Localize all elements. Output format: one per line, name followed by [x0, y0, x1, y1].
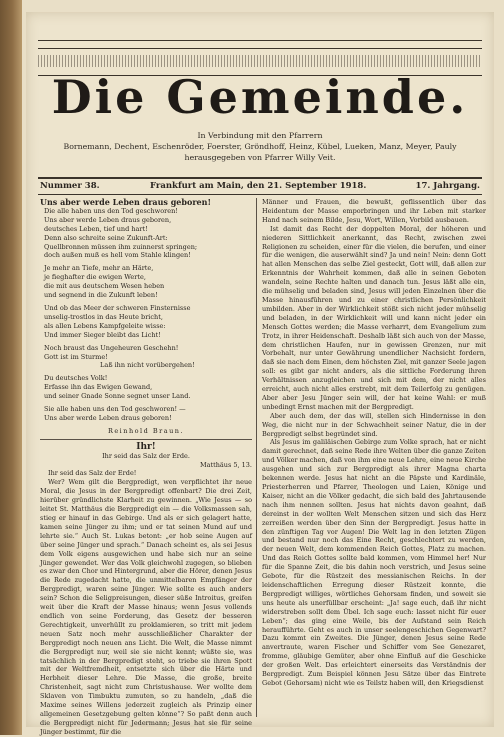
- masthead-contributors: Bornemann, Dechent, Eschenröder, Foerster, Gröndhoff, Heinz, Kübel, Lueken, Manz, Meyer, Pauly: [63, 142, 457, 151]
- issue-number: Nummer 38.: [40, 181, 100, 191]
- poem-line: Gott ist im Sturme!: [44, 352, 108, 361]
- poem-line: und segnend in die Zukunft leben!: [44, 291, 158, 300]
- issue-volume: 17. Jahrgang.: [415, 181, 480, 191]
- sermon-motto: Ihr seid das Salz der Erde.: [102, 451, 190, 460]
- newspaper-page: [26, 12, 494, 736]
- poem-line: als allen Lebens Kampfgeleite wisse:: [44, 321, 166, 330]
- masthead-editor: herausgegeben von Pfarrer Willy Veit.: [184, 153, 336, 162]
- poem-stanza: [40, 405, 252, 423]
- poem-line: die mit aus deutschem Wesen heben: [44, 282, 165, 291]
- poem-line: Uns aber werde Leben draus geboren,: [44, 215, 172, 224]
- sermon-left-text: [40, 469, 252, 736]
- poem-line: Sie alle haben uns den Tod geschworen! —: [44, 405, 186, 414]
- article-separator: [40, 439, 252, 440]
- issue-top-rule: [38, 177, 482, 179]
- sermon-paragraph: Wer? Wem gilt die Bergpredigt, wen verpflichtet ihr neue Moral, die Jesus in der Bergpredigt offenbart? Die drei Zeit, hierüber gründlichste Klarheit zu gewinnen. „Wie Jesus — so leitet St. Matthäus die Bergpredigt ein — die Volksmassen sah, stieg er hinauf in das Gebirge. Und als er sich gelagert hatte, kamen seine Jünger zu ihm; und er tat seinen Mund auf und lehrte sie.“ Auch St. Lukas betont: „er hob seine Augen auf über seine Jünger und sprach.“ Danach scheint es, als sei Jesus dem Volk eigens ausgewichen und habe sich nur an seine Jünger gewendet. Wer das Volk gleichwohl zugegen, so blieben es zwar den Chor und Hintergrund, aber die Hörer, denen Jesus die Rede zugedacht hatte, die unmittelbaren Empfänger der Bergpredigt, waren seine Jünger. Wie sollte es auch anders sein? Schon die Seligpreisungen, dieser süße Introitus, greifen weit über die Kraft der Masse hinaus; wenn Jesus vollends endlich von seine Forderung, das Gesetz der besseren Gerechtigkeit, unverhüllt zu proklamieren, so tritt mit jedem neuen Satz noch mehr ausschließlicher Charakter der Bergpredigt noch neuen ans Licht. Die Welt, die Masse nimmt die Bergpredigt nur, weil sie sie nicht kennt; wüßte sie, was tatsächlich in der Bergpredigt steht, so triebe sie ihren Spott mit der Weltfremdheit, entsetzte sich über die Härte und Herbheit dieser Lehre. Die Masse, die große, breite Christenheit, sagt nicht zum Christushause. Wer wollte dem Sklaven von Timbuktu zumuten, so zu handeln, „daß die Maxime seines Willens jederzeit zugleich als Prinzip einer allgemeinen Gesetzgebung gelten könne“? So paßt denn auch die Bergpredigt nicht für Jedermann; Jesus hat sie für seine Jünger bestimmt, für die: [40, 478, 252, 736]
- poem-line: Denn also schreite seine Zukunft-Art:: [44, 233, 168, 242]
- sermon-paragraph: Ist damit das Recht der doppelten Moral, der höheren und niederen Sittlichkeit anerkannt, das Recht, zwischen zwei Religionen zu scheiden, einer für die vielen, die berufen, und einer für die wenigen, die auserwählt sind? Ja und nein! Nein: denn Gott hat allen Menschen das selbe Ziel gesteckt, Gott will, daß allen zur Erkenntnis der Wahrheit kommen, daß alle in seinen Geboten wandeln, seine Rechte halten und danach tun. Jesus läßt alle ein, die mühselig und beladen sind, Jesus will jeden Einzelnen über die Masse hinausführen und zu einer christlichen Persönlichkeit umbilden. Aber in der Wirklichkeit stößt sich nicht jeder mühselig und beladen, in der Wirklichkeit will und kann nicht jeder ein Mensch Gottes werden; die Masse verharrt, dem Evangelium zum Trotz, in ihrer Heidenschaft. Deshalb läßt sich auch von der Masse, dem christlichen Haufen, nur in gewissen Grenzen, nur mit Vorbehalt, nur unter Gewährung unendlicher Nachsicht fordern, daß sie nach dem Einen, dem höchsten Ziel, mit ganzer Seele jagen soll: es gibt gar nicht anders, als die sittliche Forderung ihren Verhältnissen anzugleichen und sich mit dem, der nicht alles erreicht, auch nicht alles erstrebt, mit dem Teilerfolg zu genügen. Aber aber Jesu Jünger sein will, der hat keine Wahl: er muß unbedingt Ernst machen mit der Bergpredigt.: [262, 224, 486, 411]
- top-rule: [38, 40, 482, 41]
- masthead-title: Die Gemeinde.: [51, 70, 469, 124]
- poem-line: Laß ihn nicht vorübergehen!: [100, 361, 195, 370]
- columns: [40, 197, 486, 736]
- sermon-paragraph: Als Jesus im galiläischen Gebirge zum Volke sprach, hat er nicht damit gerechnet, daß seine Rede ihre Welten über die ganze Zeiten und Völker machen, daß von ihm eine neue Lehre, eine neue Kirche ausgehen und sich zur Bergpredigt als ihrer Magna charta bekennen werde. Jesus hat nicht an die Päpste und Kardinäle, Priesterherren und Pfarrer, Theologen und Laien, Könige und Kaiser, nicht an die Völker gedacht, die sich bald des Jahrtausende nach ihm nennen sollten. Jesus hat nichts davon geahnt, daß dereinst in der wollten Welt Menschen sitzen und sich das Herz zerreißen werden über den Sinn der Bergpredigt. Jesus hatte in den zünftigen Tag vor Augen! Die Welt lag in den letzten Zügen und bestand nur noch das Eine Recht, geschlechtert zu werden, der neuen Welt, dem kommenden Reich Gottes, Platz zu machen. Und das Reich Gottes sollte bald kommen, vom Himmel her! Nur für die Spanne Zeit, die bis dahin noch verstrich, und Jesus seine Gebote, für die Rüstzeit des messianischen Reichs. In der leidenschaftlichen Erregung dieser Rüstzeit konnte, die Bergpredigt williges, wörtliches Gehorsam finden, und soweit sie uns heute als unerfüllbar erscheint: „Ja! sage euch, daß ihr nicht widerstreben sollt dem Übel. Ich sage euch: lasset nicht für euer Leben“; das ging eine Weile, bis der Aufstand sein Reich heraufführte. Geht es auch in unser seelengeschichen Gegenwart? Dazu kommt ein Zweites. Die Jünger, denen Jesus seine Rede anvertraute, waren Fischer und Schiffer vom See Genezaret, fromme, gläubige Gemüter, aber ohne Einfluß auf die Geschicke der großen Welt. Das erleichtert einerseits das Verständnis der Bergpredigt. Zum Beispiel können Jesu Sätze über das Eintrete Gebot (Gehorsam) nicht wie es Teilstz haben will, den Kriegsdienst: [262, 438, 486, 687]
- poem-line: unselig-trostlos in das Heute bricht,: [44, 312, 163, 321]
- poem-line: Und immer Sieger bleibt das Licht!: [44, 330, 161, 339]
- poem-stanza: [40, 344, 252, 371]
- poem-line: deutsches Leben, tief und hart!: [44, 224, 148, 233]
- issue-place-date: Frankfurt am Main, den 21. September 1918.: [150, 181, 367, 191]
- masthead-subtitle: In Verbindung mit den Pfarrern: [197, 131, 323, 140]
- left-column: [40, 197, 252, 736]
- poem-stanza: [40, 264, 252, 300]
- poem-author: Reinhold Braun.: [107, 426, 185, 435]
- poem-stanza: [40, 374, 252, 401]
- sermon-paragraph: Aber auch dem, der das will, stellen sich Hindernisse in den Weg, die nicht nur in der Schwachheit seiner Natur, die in der Bergpredigt selbst begründet sind.: [262, 411, 486, 438]
- issue-line: [40, 180, 480, 194]
- sermon-reference: Matthäus 5, 13.: [199, 460, 252, 469]
- book-spine: [0, 0, 22, 735]
- poem-line: doch außen muß es hell vom Stahle klingen!: [44, 251, 191, 260]
- poem-body: [40, 207, 252, 423]
- poem-title: Uns aber werde Leben draus geboren!: [40, 197, 211, 207]
- poem-line: Noch braust das Ungeheuren Geschehn!: [44, 343, 179, 352]
- poem-stanza: [40, 207, 252, 260]
- poem-line: Erfasse ihn das Ewigen Gewand,: [44, 383, 153, 392]
- sermon-heading: Ihr!: [136, 441, 156, 452]
- poem-line: je fieghafter die ewigen Werte,: [44, 273, 146, 282]
- poem-line: Uns aber werde Leben draus geboren!: [44, 413, 172, 422]
- poem-line: Je mehr an Tiefe, mehr an Härte,: [44, 264, 154, 273]
- poem-line: Quellbronnen müssen ihm zuinnerst springen;: [44, 242, 198, 251]
- poem-line: und seiner Gnade Sonne segnet unser Land.: [44, 392, 191, 401]
- sermon-paragraph: Männer und Frauen, die bewußt, geflissentlich über das Heidentum der Masse emporbringen und ihr Leben mit starker Hand nach seinem Bilde, Jesu, Wort, Willen, Vorbild ausbauen.: [262, 198, 486, 224]
- sermon-paragraph: Ihr seid das Salz der Erde!: [48, 469, 137, 478]
- right-column: [262, 198, 486, 717]
- column-divider: [256, 198, 257, 717]
- poem-stanza: [40, 304, 252, 340]
- poem-line: Du deutsches Volk!: [44, 374, 108, 383]
- issue-bottom-rule: [38, 194, 482, 195]
- poem-line: Und ob das Meer der schweren Finsternisse: [44, 303, 191, 312]
- masthead-ornament: [38, 55, 482, 67]
- poem-line: Die alle haben uns den Tod geschworen!: [44, 206, 178, 215]
